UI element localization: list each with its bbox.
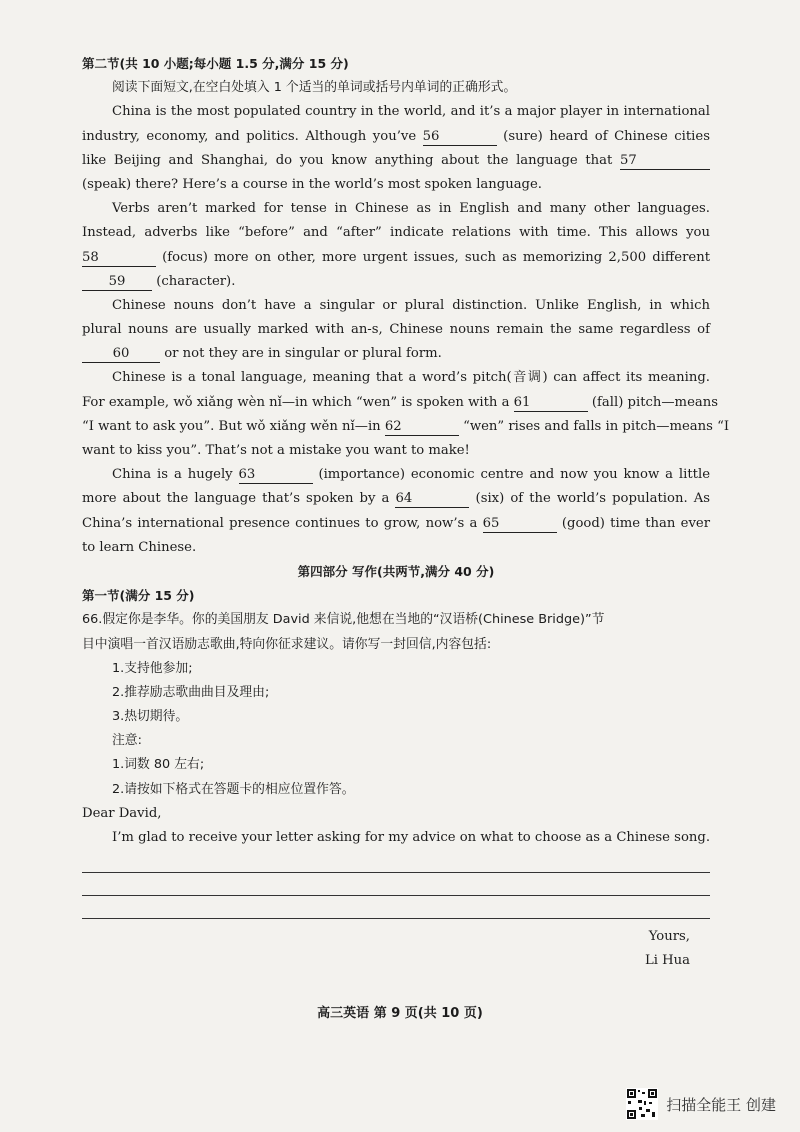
q66-line2: 目中演唱一首汉语励志歌曲,特向你征求建议。请你写一封回信,内容包括: [82, 636, 492, 652]
blank-58[interactable]: 58 [82, 249, 156, 267]
p3-line3-text: or not they are in singular or plural form. [164, 346, 442, 362]
p4-line2a: For example, wǒ xiǎng wèn nǐ—in which “wen” is spoken with a [82, 394, 510, 410]
q66-item-1: 1.支持他参加; [112, 660, 193, 676]
scanner-label: 扫描全能王 创建 [666, 1095, 776, 1114]
blank-64[interactable]: 64 [395, 490, 469, 508]
answer-line-2[interactable] [82, 873, 710, 896]
blank-56[interactable]: 56 [423, 128, 497, 146]
note-1: 1.词数 80 左右; [112, 757, 205, 773]
answer-line-3[interactable] [82, 896, 710, 919]
blank-61[interactable]: 61 [514, 394, 588, 412]
p3-line1: Chinese nouns don’t have a singular or plural distinction. Unlike English, in which [112, 297, 710, 313]
part4-title: 第四部分 写作(共两节,满分 40 分) [297, 563, 495, 579]
p5-line3a: China’s international presence continues to grow, now’s a [82, 515, 478, 531]
p1-line2 [82, 125, 710, 149]
p5-line1 [82, 463, 710, 487]
p3-line2: plural nouns are usually marked with an-s, Chinese nouns remain the same regardless of [82, 322, 710, 338]
p2-line3-text: (focus) more on other, more urgent issues, such as memorizing 2,500 different [162, 249, 710, 265]
p1-line4: (speak) there? Here’s a course in the world’s most spoken language. [82, 176, 542, 192]
p4-line3 [82, 415, 730, 439]
p2-line4-text: (character). [156, 273, 236, 289]
p2-line2: Instead, adverbs like “before” and “after” indicate relations with time. This allows you [82, 225, 710, 241]
p4-line3a: “I want to ask you”. But wǒ xiǎng wěn nǐ—in [82, 418, 381, 434]
p2-line3 [82, 246, 710, 270]
scanner-watermark [626, 1088, 776, 1120]
p2-line4 [82, 270, 710, 294]
p5-line2b: (six) of the world’s population. As [475, 491, 710, 507]
blank-59[interactable]: 59 [82, 273, 152, 291]
p5-line1b: (importance) economic centre and now you know a little [318, 467, 710, 483]
page-footer: 高三英语 第 9 页(共 10 页) [317, 1006, 483, 1021]
section2-header: 第二节(共 10 小题;每小题 1.5 分,满分 15 分) [82, 56, 349, 71]
section2-instruction: 阅读下面短文,在空白处填入 1 个适当的单词或括号内单词的正确形式。 [112, 80, 517, 96]
p5-line4: to learn Chinese. [82, 539, 197, 555]
qr-code-icon [626, 1088, 658, 1120]
blank-57[interactable]: 57 [620, 152, 710, 170]
p5-line3 [82, 512, 710, 536]
q66-item-3: 3.热切期待。 [112, 709, 189, 725]
letter-salutation: Dear David, [82, 805, 162, 821]
p5-line2 [82, 487, 710, 511]
note-title: 注意: [112, 733, 142, 749]
p1-line1: China is the most populated country in the world, and it’s a major player in international [112, 104, 710, 120]
note-2: 2.请按如下格式在答题卡的相应位置作答。 [112, 781, 355, 797]
p5-line3b: (good) time than ever [561, 515, 711, 531]
p4-line4: want to kiss you”. That’s not a mistake you want to make! [82, 443, 470, 458]
p5-line2a: more about the language that’s spoken by a [82, 491, 390, 507]
p5-line1a: China is a hugely [112, 467, 233, 483]
p1-line3a: like Beijing and Shanghai, do you know anything about the language that [82, 152, 613, 168]
blank-60[interactable]: 60 [82, 345, 160, 363]
letter-closing: Yours, [648, 929, 690, 945]
blank-62[interactable]: 62 [385, 418, 459, 436]
p4-line2b: (fall) pitch—means [591, 394, 718, 410]
p2-line1: Verbs aren’t marked for tense in Chinese as in English and many other languages. [112, 201, 710, 217]
p1-line3 [82, 149, 710, 173]
p1-line2b: (sure) heard of Chinese cities [503, 128, 710, 144]
page-content [82, 52, 730, 974]
answer-line-1[interactable] [82, 850, 710, 873]
blank-65[interactable]: 65 [483, 515, 557, 533]
blank-63[interactable]: 63 [239, 466, 313, 484]
part4-section1: 第一节(满分 15 分) [82, 588, 195, 604]
p1-line2a: industry, economy, and politics. Although you’ve [82, 128, 417, 144]
q66-line1: 66.假定你是李华。你的美国朋友 David 来信说,他想在当地的“汉语桥(Chinese Bridge)”节 [82, 612, 605, 628]
p4-line3b: “wen” rises and falls in pitch—means “I [463, 418, 730, 434]
q66-item-2: 2.推荐励志歌曲曲目及理由; [112, 684, 270, 700]
p3-line3 [82, 342, 710, 366]
letter-signature: Li Hua [644, 953, 690, 969]
letter-opening: I’m glad to receive your letter asking for my advice on what to choose as a Chinese song. [112, 830, 711, 845]
p4-line2 [82, 391, 718, 415]
p4-line1: Chinese is a tonal language, meaning that a word’s pitch(音调) can affect its meaning. [112, 370, 710, 386]
